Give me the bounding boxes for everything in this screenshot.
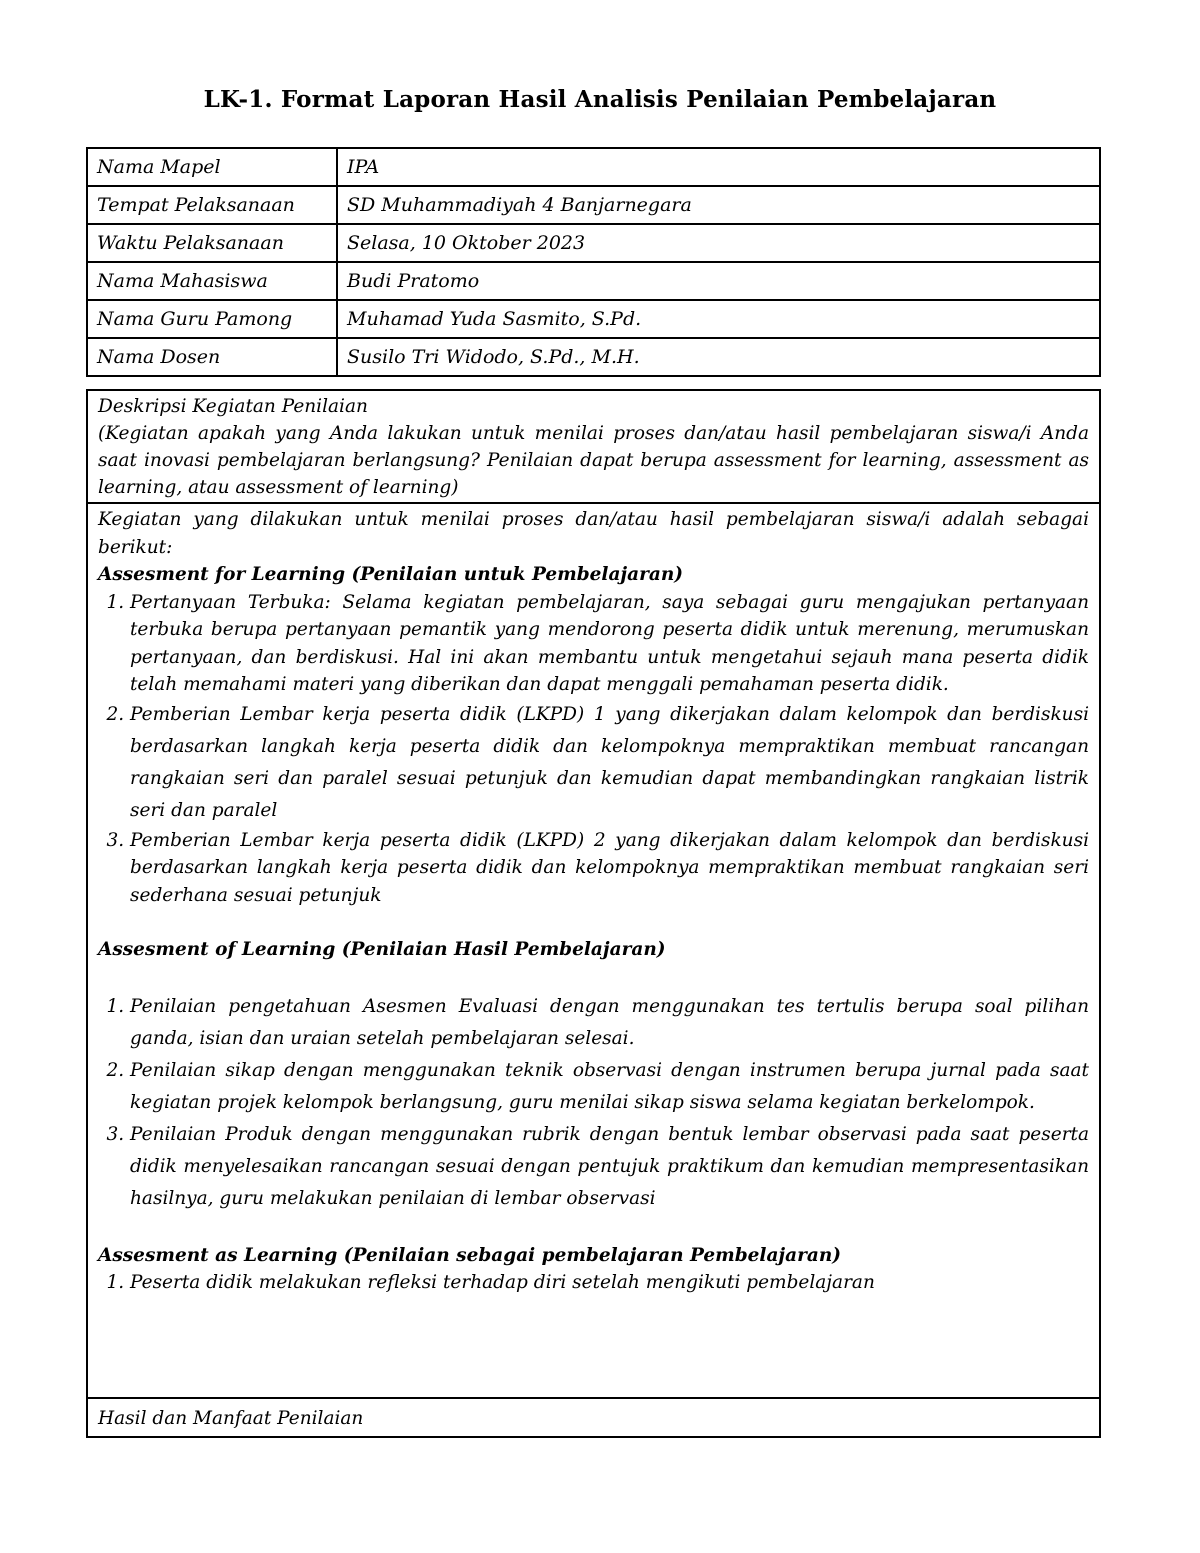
info-value: IPA (337, 148, 1100, 186)
info-value: Muhamad Yuda Sasmito, S.Pd. (337, 300, 1100, 338)
spacer (98, 964, 1089, 991)
info-row (87, 338, 1100, 376)
description-heading: Deskripsi Kegiatan Penilaian (98, 396, 368, 417)
info-value: Susilo Tri Widodo, S.Pd., M.H. (337, 338, 1100, 376)
list-item: 2. Pemberian Lembar kerja peserta didik (LKPD) 1 yang dikerjakan dalam kelompok dan berdiskusi berdasarkan langkah kerja peserta didik dan kelompoknya mempraktikan membuat rancangan rangkaian seri dan paralel sesuai petunjuk dan kemudian dapat membandingkan rangkaian listrik seri dan paralel (130, 699, 1089, 827)
list-item: 2. Penilaian sikap dengan menggunakan teknik observasi dengan instrumen berupa jurnal pada saat kegiatan projek kelompok berlangsung, guru menilai sikap siswa selama kegiatan berkelompok. (130, 1055, 1089, 1119)
info-row (87, 300, 1100, 338)
result-heading: Hasil dan Manfaat Penilaian (98, 1408, 364, 1429)
info-label: Tempat Pelaksanaan (87, 186, 337, 224)
content-intro: Kegiatan yang dilakukan untuk menilai proses dan/atau hasil pembelajaran siswa/i adalah sebagai berikut: (98, 509, 1089, 558)
info-label: Nama Mahasiswa (87, 262, 337, 300)
list-item: 3. Penilaian Produk dengan menggunakan rubrik dengan bentuk lembar observasi pada saat peserta didik menyelesaikan rancangan sesuai dengan pentujuk praktikum dan kemudian mempresentasikan hasilnya, guru melakukan penilaian di lembar observasi (130, 1119, 1089, 1215)
for-learning-heading: Assesment for Learning (Penilaian untuk Pembelajaran) (98, 564, 684, 585)
for-learning-list (98, 589, 1089, 910)
info-label: Nama Guru Pamong (87, 300, 337, 338)
list-item: 1. Peserta didik melakukan refleksi terhadap diri setelah mengikuti pembelajaran (130, 1269, 1089, 1297)
info-label: Nama Mapel (87, 148, 337, 186)
as-learning-list (98, 1269, 1089, 1297)
assessment-content-box (86, 502, 1101, 1399)
spacer (98, 909, 1089, 936)
document-title: LK-1. Format Laporan Hasil Analisis Penilaian Pembelajaran (203, 86, 997, 113)
list-item: 3. Pemberian Lembar kerja peserta didik (LKPD) 2 yang dikerjakan dalam kelompok dan berdiskusi berdasarkan langkah kerja peserta didik dan kelompoknya mempraktikan membuat rangkaian seri sederhana sesuai petunjuk (130, 827, 1089, 910)
as-learning-heading: Assesment as Learning (Penilaian sebagai pembelajaran Pembelajaran) (98, 1244, 842, 1266)
info-value: Selasa, 10 Oktober 2023 (337, 224, 1100, 262)
info-row (87, 262, 1100, 300)
description-prompt: (Kegiatan apakah yang Anda lakukan untuk menilai proses dan/atau hasil pembelajaran siswa/i Anda saat inovasi pembelajaran berlangsung? Penilaian dapat berupa assessment for learning, assessment as learning, atau assessment of learning) (98, 423, 1089, 498)
info-row (87, 148, 1100, 186)
info-label: Nama Dosen (87, 338, 337, 376)
info-table (86, 147, 1101, 377)
list-item: 1. Penilaian pengetahuan Asesmen Evaluasi dengan menggunakan tes tertulis berupa soal pilihan ganda, isian dan uraian setelah pembelajaran selesai. (130, 991, 1089, 1055)
info-value: Budi Pratomo (337, 262, 1100, 300)
of-learning-list (98, 991, 1089, 1215)
list-item: 1. Pertanyaan Terbuka: Selama kegiatan pembelajaran, saya sebagai guru mengajukan pertanyaan terbuka berupa pertanyaan pemantik yang mendorong peserta didik untuk merenung, merumuskan pertanyaan, dan berdiskusi. Hal ini akan membantu untuk mengetahui sejauh mana peserta didik telah memahami materi yang diberikan dan dapat menggali pemahaman peserta didik. (130, 589, 1089, 699)
info-row (87, 186, 1100, 224)
info-value: SD Muhammadiyah 4 Banjarnegara (337, 186, 1100, 224)
info-label: Waktu Pelaksanaan (87, 224, 337, 262)
result-box (86, 1397, 1101, 1438)
info-row (87, 224, 1100, 262)
spacer (98, 1215, 1089, 1242)
of-learning-heading: Assesment of Learning (Penilaian Hasil Pembelajaran) (98, 939, 666, 960)
description-box (86, 389, 1101, 504)
